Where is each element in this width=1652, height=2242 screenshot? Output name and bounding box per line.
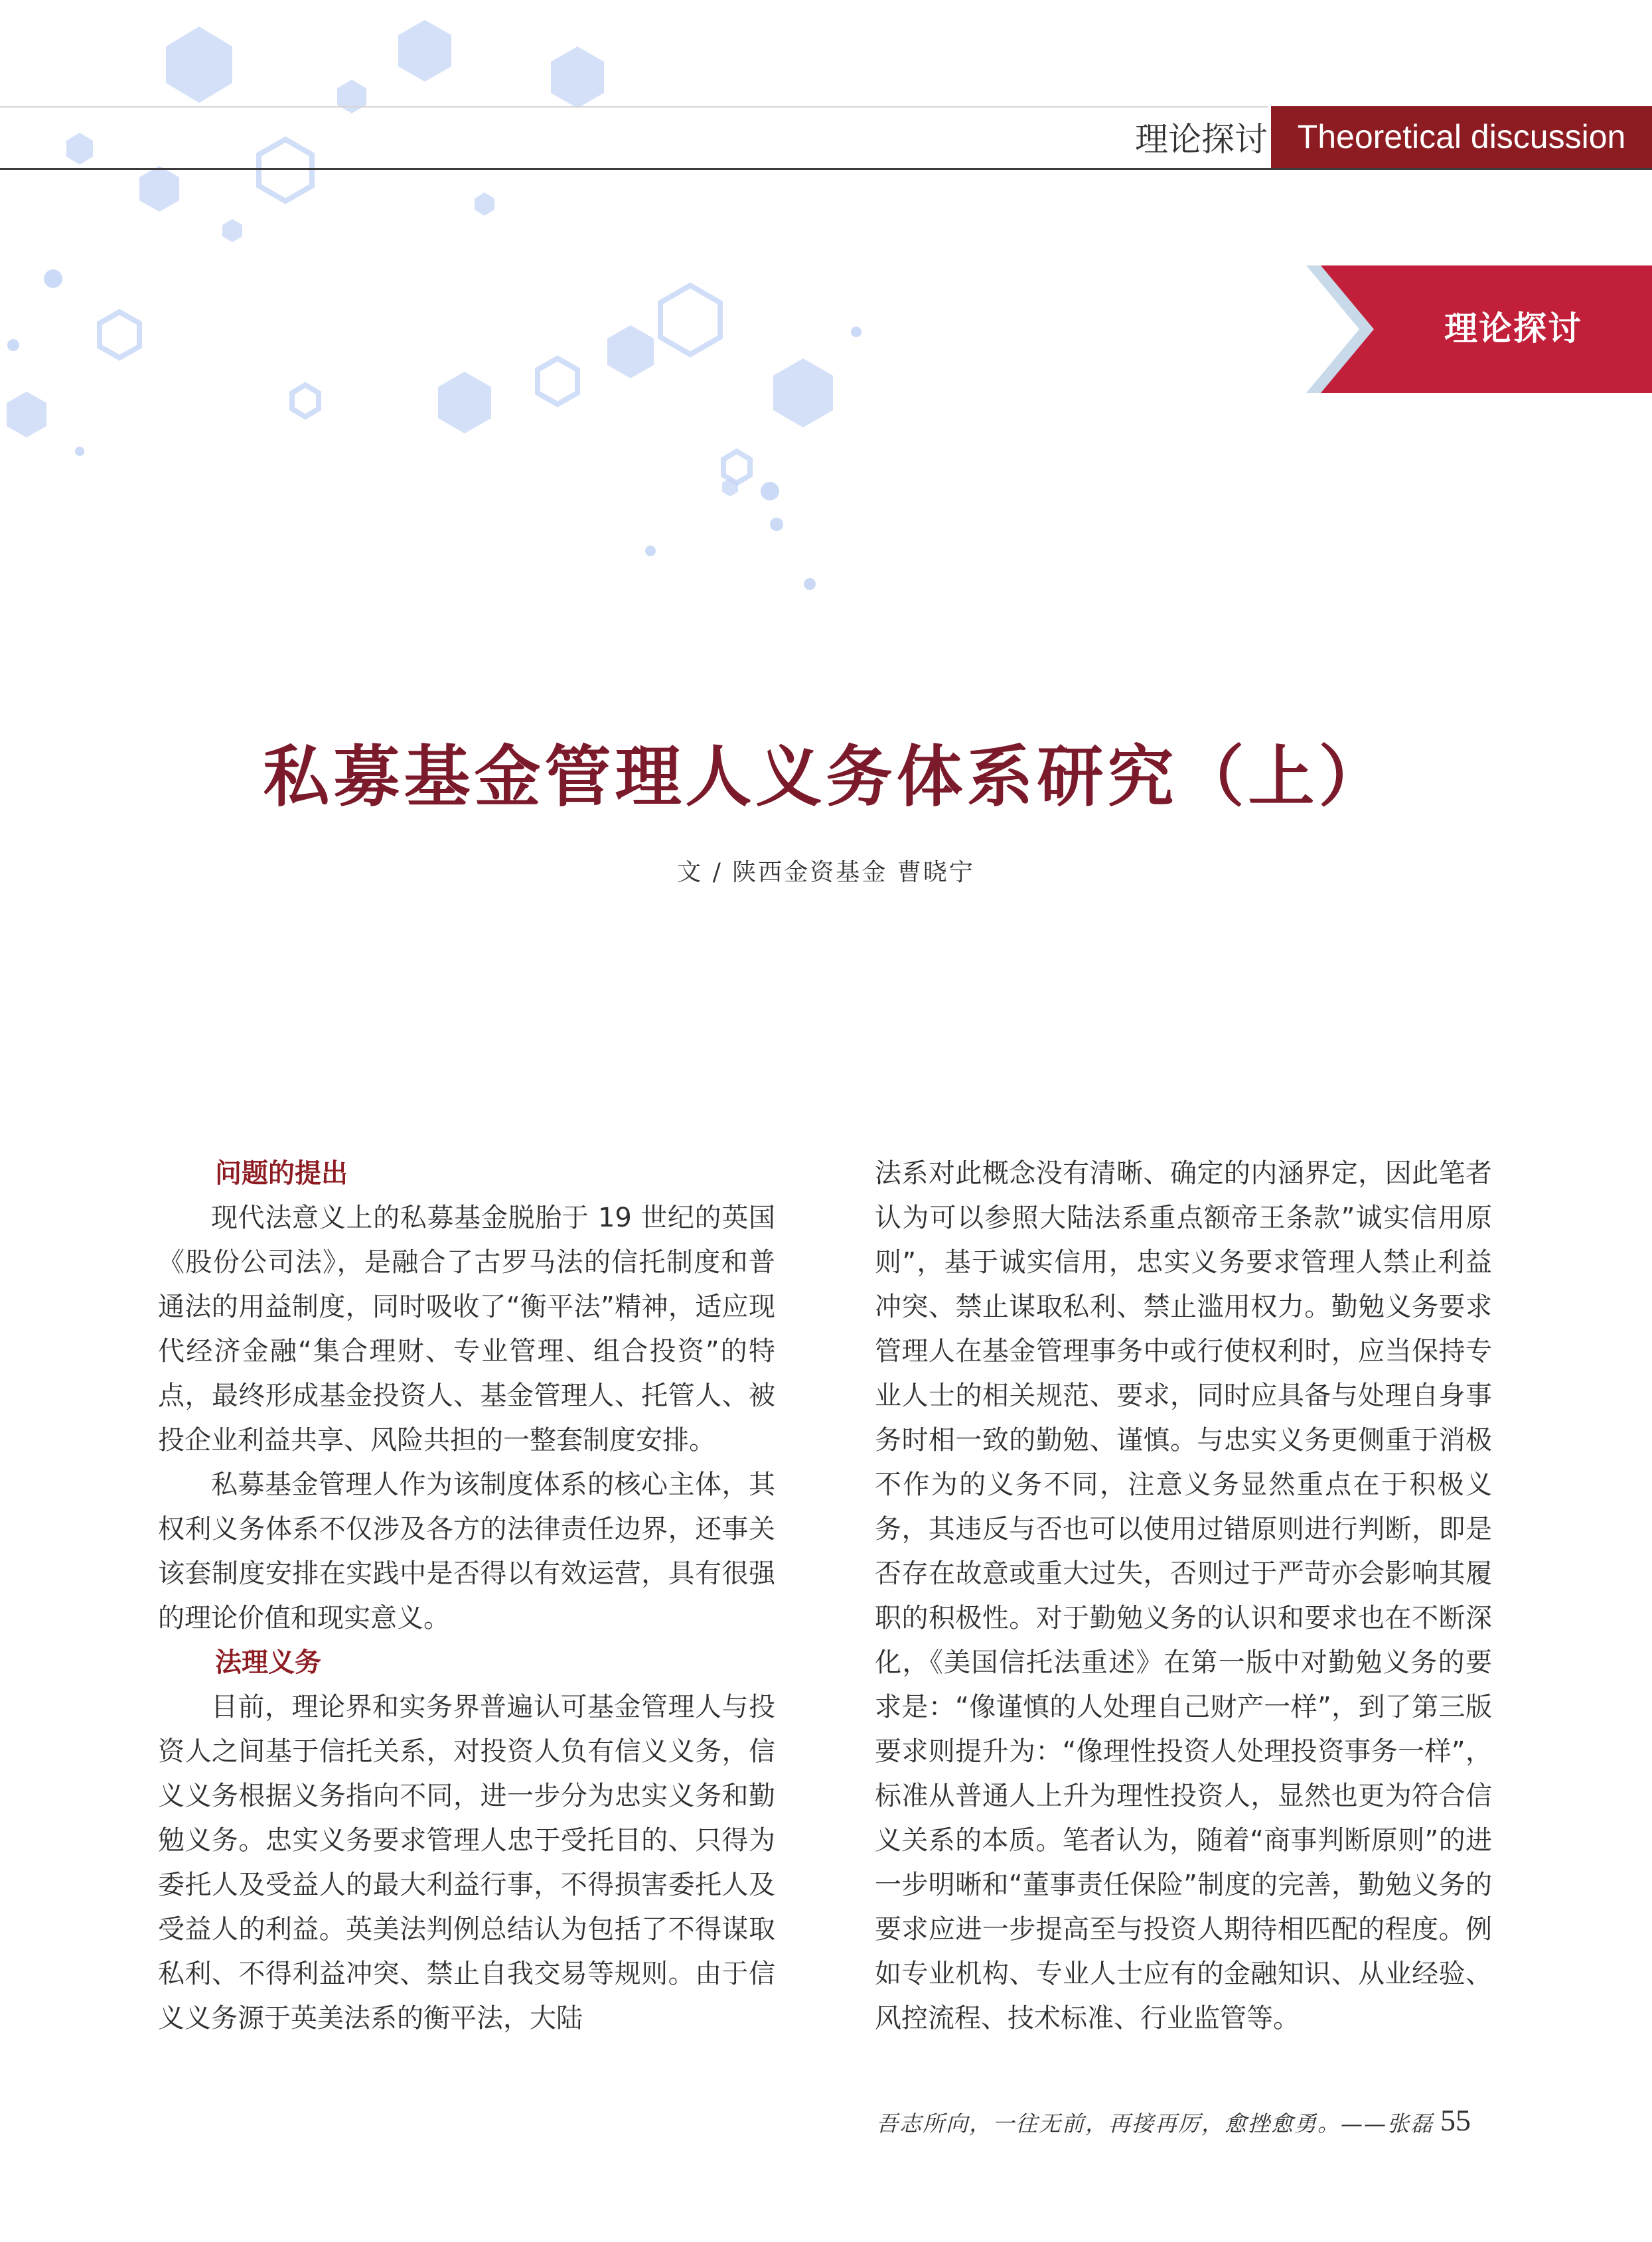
paragraph: 目前，理论界和实务界普遍认可基金管理人与投资人之间基于信托关系，对投资人负有信义义务，信义义务根据义务指向不同，进一步分为忠实义务和勤勉义务。忠实义务要求管理人忠于受托目的、只得为委托人及受益人的最大利益行事，不得损害委托人及受益人的利益。英美法判例总结认为包括了不得谋取私利、不得利益冲突、禁止自我交易等规则。由于信义义务源于英美法系的衡平法，大陆 (158, 1692, 775, 2034)
left-column (158, 1152, 775, 2041)
section-heading: 问题的提出 (215, 1158, 348, 1189)
section-tab-label: 理论探讨 (1444, 309, 1582, 348)
paragraph-continued: 法系对此概念没有清晰、确定的内涵界定，因此笔者认为可以参照大陆法系重点额帝王条款”诚实信用原则”，基于诚实信用，忠实义务要求管理人禁止利益冲突、禁止谋取私利、禁止滥用权力。勤勉义务要求管理人在基金管理事务中或行使权利时，应当保持专业人士的相关规范、要求，同时应具备与处理自身事务时相一致的勤勉、谨慎。与忠实义务更侧重于消极不作为的义务不同，注意义务显然重点在于积极义务，其违反与否也可以使用过错原则进行判断，即是否存在故意或重大过失，否则过于严苛亦会影响其履职的积极性。对于勤勉义务的认识和要求也在不断深化，《美国信托法重述》在第一版中对勤勉义务的要求是：“像谨慎的人处理自己财产一样”，到了第三版要求则提升为：“像理性投资人处理投资事务一样”，标准从普通人上升为理性投资人，显然也更为符合信义关系的本质。笔者认为，随着“商事判断原则”的进一步明晰和“董事责任保险”制度的完善，勤勉义务的要求应进一步提高至与投资人期待相匹配的程度。例如专业机构、专业人士应有的金融知识、从业经验、风控流程、技术标准、行业监管等。 (875, 1158, 1492, 2034)
article-byline: 文 / 陕西金资基金 曹晓宁 (677, 859, 975, 886)
paragraph: 现代法意义上的私募基金脱胎于 19 世纪的英国《股份公司法》，是融合了古罗马法的信托制度和普通法的用益制度，同时吸收了“衡平法”精神，适应现代经济金融“集合理财、专业管理、组合投资”的特点，最终形成基金投资人、基金管理人、托管人、被投企业利益共享、风险共担的一整套制度安排。 (158, 1203, 775, 1456)
header-top-rule (0, 106, 1268, 108)
article-title: 私募基金管理人义务体系研究（上） (263, 737, 1389, 816)
hexagon-decoration (0, 0, 929, 611)
footer-motto: 吾志所向，一往无前，再接再厉，愈挫愈勇。——张磊 (876, 2111, 1434, 2136)
header-rule (0, 168, 1652, 170)
section-title-cn: 理论探讨 (1135, 120, 1268, 159)
right-column (875, 1152, 1492, 2041)
section-heading: 法理义务 (215, 1647, 321, 1678)
section-title-en: Theoretical discussion (1271, 106, 1652, 168)
page-number: 55 (1440, 2103, 1471, 2137)
paragraph: 私募基金管理人作为该制度体系的核心主体，其权利义务体系不仅涉及各方的法律责任边界，还事关该套制度安排在实践中是否得以有效运营，具有很强的理论价值和现实意义。 (158, 1469, 775, 1633)
